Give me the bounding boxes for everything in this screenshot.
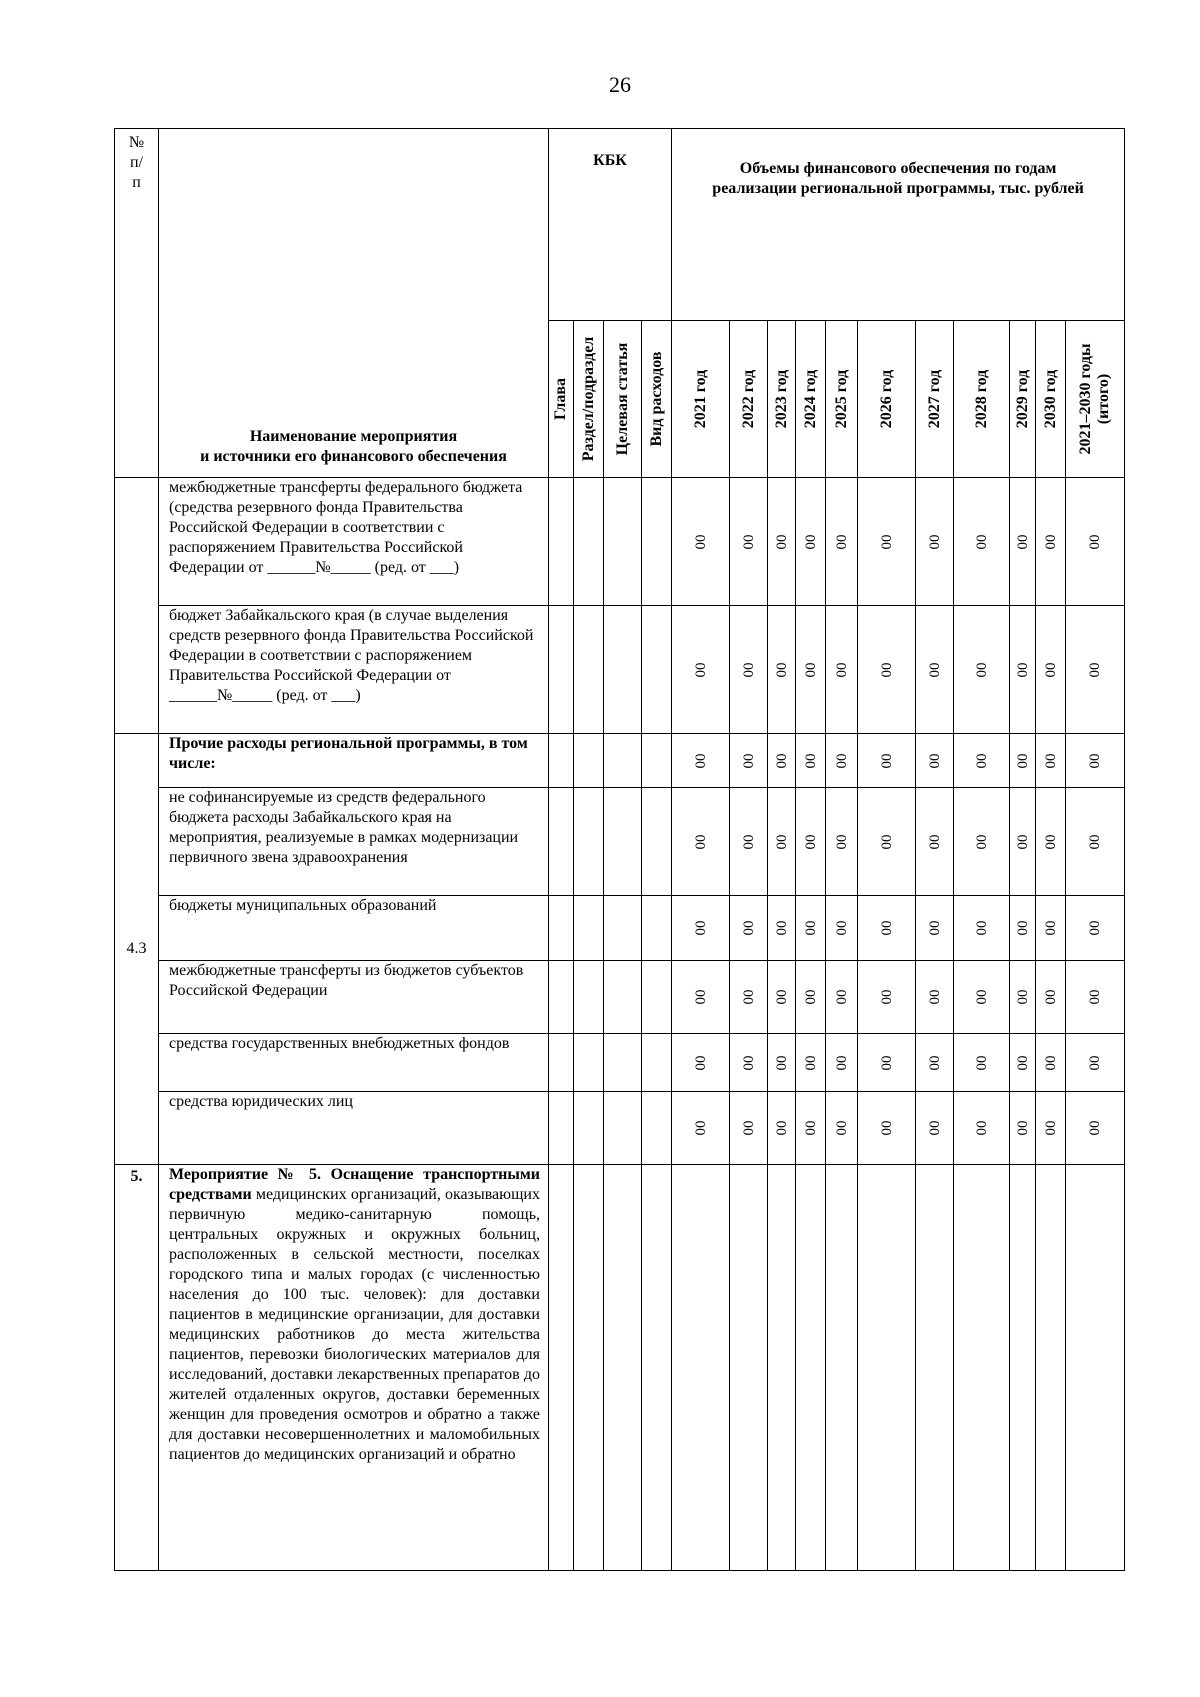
value-cell: 00 — [796, 734, 826, 788]
value-cell: 00 — [858, 788, 916, 896]
header-name: Наименование мероприятия и источники его финансового обеспечения — [159, 129, 549, 478]
value-cell: 00 — [730, 961, 768, 1034]
value-cell: 00 — [1010, 788, 1036, 896]
empty-cell — [1010, 1165, 1036, 1571]
value-cell: 00 — [826, 788, 858, 896]
kbk-cell — [574, 961, 604, 1034]
header-volume: Объемы финансового обеспечения по годам реализации региональной программы, тыс. рублей — [672, 129, 1125, 321]
value-cell: 00 — [796, 788, 826, 896]
value-cell: 00 — [796, 478, 826, 606]
value-cell: 00 — [796, 1092, 826, 1165]
row-name: Прочие расходы региональной программы, в том числе: — [159, 734, 549, 788]
value-cell: 00 — [672, 1034, 730, 1092]
table-row — [115, 606, 1125, 734]
measure-5-description — [159, 1165, 549, 1571]
header-year-2: 2023 год — [768, 321, 796, 478]
value-cell: 00 — [672, 896, 730, 961]
value-cell: 00 — [954, 788, 1010, 896]
value-cell: 00 — [672, 478, 730, 606]
kbk-cell — [549, 606, 574, 734]
value-cell: 00 — [826, 606, 858, 734]
header-year-1: 2022 год — [730, 321, 768, 478]
value-cell: 00 — [1010, 896, 1036, 961]
value-cell: 00 — [768, 1034, 796, 1092]
empty-cell — [916, 1165, 954, 1571]
value-cell: 00 — [1066, 788, 1125, 896]
value-cell: 00 — [730, 1034, 768, 1092]
value-cell: 00 — [1010, 1092, 1036, 1165]
header-kbk: КБК — [549, 129, 672, 321]
value-cell: 00 — [954, 961, 1010, 1034]
value-cell: 00 — [954, 606, 1010, 734]
row-name: бюджет Забайкальского края (в случае выделения средств резервного фонда Правительства Российской Федерации в соответствии с распоряжением Правительства Российской Федерации от ______№_____ (ред. от ___) — [159, 606, 549, 734]
value-cell: 00 — [916, 478, 954, 606]
header-kbk-celevaya: Целевая статья — [604, 321, 642, 478]
value-cell: 00 — [916, 734, 954, 788]
value-cell: 00 — [954, 1034, 1010, 1092]
value-cell: 00 — [858, 606, 916, 734]
value-cell: 00 — [730, 478, 768, 606]
value-cell: 00 — [730, 788, 768, 896]
value-cell: 00 — [768, 478, 796, 606]
kbk-cell — [549, 1092, 574, 1165]
value-cell: 00 — [796, 1034, 826, 1092]
value-cell: 00 — [858, 896, 916, 961]
value-cell: 00 — [1066, 961, 1125, 1034]
row-number: 5. — [115, 1165, 159, 1571]
table-row-measure-5 — [115, 1165, 1125, 1571]
empty-cell — [672, 1165, 730, 1571]
header-year-6: 2027 год — [916, 321, 954, 478]
value-cell: 00 — [1066, 606, 1125, 734]
financing-table — [114, 128, 1125, 1571]
value-cell: 00 — [1036, 1034, 1066, 1092]
measure-5-title: Мероприятие № 5. Оснащение транспортными средствами — [169, 1166, 540, 1203]
kbk-cell — [604, 734, 642, 788]
page-number: 26 — [609, 72, 631, 97]
value-cell: 00 — [916, 961, 954, 1034]
value-cell: 00 — [1036, 734, 1066, 788]
value-cell: 00 — [954, 1092, 1010, 1165]
value-cell: 00 — [1036, 961, 1066, 1034]
row-name: бюджеты муниципальных образований — [159, 896, 549, 961]
kbk-cell — [642, 478, 672, 606]
value-cell: 00 — [916, 896, 954, 961]
value-cell: 00 — [826, 734, 858, 788]
header-kbk-vid: Вид расходов — [642, 321, 672, 478]
value-cell: 00 — [672, 961, 730, 1034]
value-cell: 00 — [858, 1092, 916, 1165]
value-cell: 00 — [1066, 1034, 1125, 1092]
header-year-4: 2025 год — [826, 321, 858, 478]
value-cell: 00 — [1036, 788, 1066, 896]
value-cell: 00 — [1010, 961, 1036, 1034]
row-name: межбюджетные трансферты федерального бюджета (средства резервного фонда Правительства Российской Федерации в соответствии с распоряжением Правительства Российской Федерации от ______№_____ (ред. от ___) — [159, 478, 549, 606]
value-cell: 00 — [858, 734, 916, 788]
kbk-cell — [574, 788, 604, 896]
empty-cell — [768, 1165, 796, 1571]
kbk-cell — [549, 896, 574, 961]
measure-5-text: медицинских организаций, оказывающих первичную медико-санитарную помощь, центральных окружных и окружных больниц, расположенных в сельской местности, поселках городского типа и малых городах (с численностью населения до 100 тыс. человек): для доставки пациентов в медицинские организации, для доставки медицинских работников до места жительства пациентов, перевозки биологических материалов для исследований, доставки лекарственных препаратов до жителей отдаленных округов, доставки беременных женщин для проведения осмотров и обратно а также для доставки несовершеннолетних и маломобильных пациентов до медицинских организаций и обратно — [169, 1186, 540, 1463]
header-year-5: 2026 год — [858, 321, 916, 478]
value-cell: 00 — [1010, 1034, 1036, 1092]
value-cell: 00 — [1036, 478, 1066, 606]
kbk-cell — [642, 606, 672, 734]
kbk-cell — [604, 478, 642, 606]
kbk-cell — [574, 478, 604, 606]
value-cell: 00 — [672, 606, 730, 734]
empty-cell — [1066, 1165, 1125, 1571]
value-cell: 00 — [730, 606, 768, 734]
value-cell: 00 — [826, 478, 858, 606]
table-row — [115, 478, 1125, 606]
kbk-cell — [642, 734, 672, 788]
value-cell: 00 — [916, 606, 954, 734]
value-cell: 00 — [768, 896, 796, 961]
value-cell: 00 — [1066, 734, 1125, 788]
row-name: межбюджетные трансферты из бюджетов субъектов Российской Федерации — [159, 961, 549, 1034]
value-cell: 00 — [672, 1092, 730, 1165]
value-cell: 00 — [768, 788, 796, 896]
row-name: средства государственных внебюджетных фондов — [159, 1034, 549, 1092]
value-cell: 00 — [730, 734, 768, 788]
kbk-cell — [642, 1092, 672, 1165]
table-row — [115, 961, 1125, 1034]
kbk-cell — [574, 1034, 604, 1092]
value-cell: 00 — [916, 788, 954, 896]
header-year-7: 2028 год — [954, 321, 1010, 478]
empty-cell — [604, 1165, 642, 1571]
kbk-cell — [604, 896, 642, 961]
row-name: не софинансируемые из средств федерального бюджета расходы Забайкальского края на мероприятия, реализуемые в рамках модернизации первичного звена здравоохранения — [159, 788, 549, 896]
kbk-cell — [574, 606, 604, 734]
value-cell: 00 — [768, 961, 796, 1034]
table-row — [115, 896, 1125, 961]
table-row — [115, 788, 1125, 896]
value-cell: 00 — [672, 788, 730, 896]
value-cell: 00 — [858, 961, 916, 1034]
value-cell: 00 — [672, 734, 730, 788]
value-cell: 00 — [826, 896, 858, 961]
empty-cell — [549, 1165, 574, 1571]
value-cell: 00 — [916, 1092, 954, 1165]
kbk-cell — [549, 1034, 574, 1092]
kbk-cell — [574, 734, 604, 788]
value-cell: 00 — [858, 478, 916, 606]
empty-cell — [642, 1165, 672, 1571]
value-cell: 00 — [954, 734, 1010, 788]
kbk-cell — [604, 788, 642, 896]
row-number: 4.3 — [115, 734, 159, 1165]
kbk-cell — [549, 478, 574, 606]
header-year-8: 2029 год — [1010, 321, 1036, 478]
kbk-cell — [642, 1034, 672, 1092]
kbk-cell — [549, 734, 574, 788]
value-cell: 00 — [730, 896, 768, 961]
empty-cell — [796, 1165, 826, 1571]
kbk-cell — [549, 961, 574, 1034]
header-year-0: 2021 год — [672, 321, 730, 478]
header-year-9: 2030 год — [1036, 321, 1066, 478]
header-year-3: 2024 год — [796, 321, 826, 478]
value-cell: 00 — [730, 1092, 768, 1165]
kbk-cell — [574, 1092, 604, 1165]
kbk-cell — [604, 961, 642, 1034]
value-cell: 00 — [1066, 478, 1125, 606]
value-cell: 00 — [796, 961, 826, 1034]
row-number — [115, 478, 159, 734]
value-cell: 00 — [1010, 478, 1036, 606]
value-cell: 00 — [1066, 896, 1125, 961]
row-name: средства юридических лиц — [159, 1092, 549, 1165]
value-cell: 00 — [954, 896, 1010, 961]
value-cell: 00 — [796, 896, 826, 961]
kbk-cell — [574, 896, 604, 961]
value-cell: 00 — [768, 734, 796, 788]
value-cell: 00 — [1036, 606, 1066, 734]
value-cell: 00 — [1036, 896, 1066, 961]
table-row — [115, 1034, 1125, 1092]
value-cell: 00 — [858, 1034, 916, 1092]
empty-cell — [858, 1165, 916, 1571]
value-cell: 00 — [916, 1034, 954, 1092]
empty-cell — [1036, 1165, 1066, 1571]
empty-cell — [826, 1165, 858, 1571]
kbk-cell — [604, 1034, 642, 1092]
empty-cell — [730, 1165, 768, 1571]
kbk-cell — [642, 896, 672, 961]
value-cell: 00 — [826, 1034, 858, 1092]
header-year-10: 2021–2030 годы (итого) — [1066, 321, 1125, 478]
value-cell: 00 — [954, 478, 1010, 606]
kbk-cell — [642, 961, 672, 1034]
value-cell: 00 — [826, 961, 858, 1034]
value-cell: 00 — [1010, 606, 1036, 734]
value-cell: 00 — [1036, 1092, 1066, 1165]
kbk-cell — [549, 788, 574, 896]
header-kbk-razdel: Раздел/подраздел — [574, 321, 604, 478]
table-row — [115, 734, 1125, 788]
value-cell: 00 — [768, 1092, 796, 1165]
empty-cell — [574, 1165, 604, 1571]
value-cell: 00 — [1066, 1092, 1125, 1165]
table-row — [115, 1092, 1125, 1165]
value-cell: 00 — [826, 1092, 858, 1165]
value-cell: 00 — [1010, 734, 1036, 788]
empty-cell — [954, 1165, 1010, 1571]
value-cell: 00 — [768, 606, 796, 734]
kbk-cell — [642, 788, 672, 896]
kbk-cell — [604, 1092, 642, 1165]
value-cell: 00 — [796, 606, 826, 734]
header-num: № п/ п — [115, 129, 159, 478]
kbk-cell — [604, 606, 642, 734]
header-kbk-glava: Глава — [549, 321, 574, 478]
